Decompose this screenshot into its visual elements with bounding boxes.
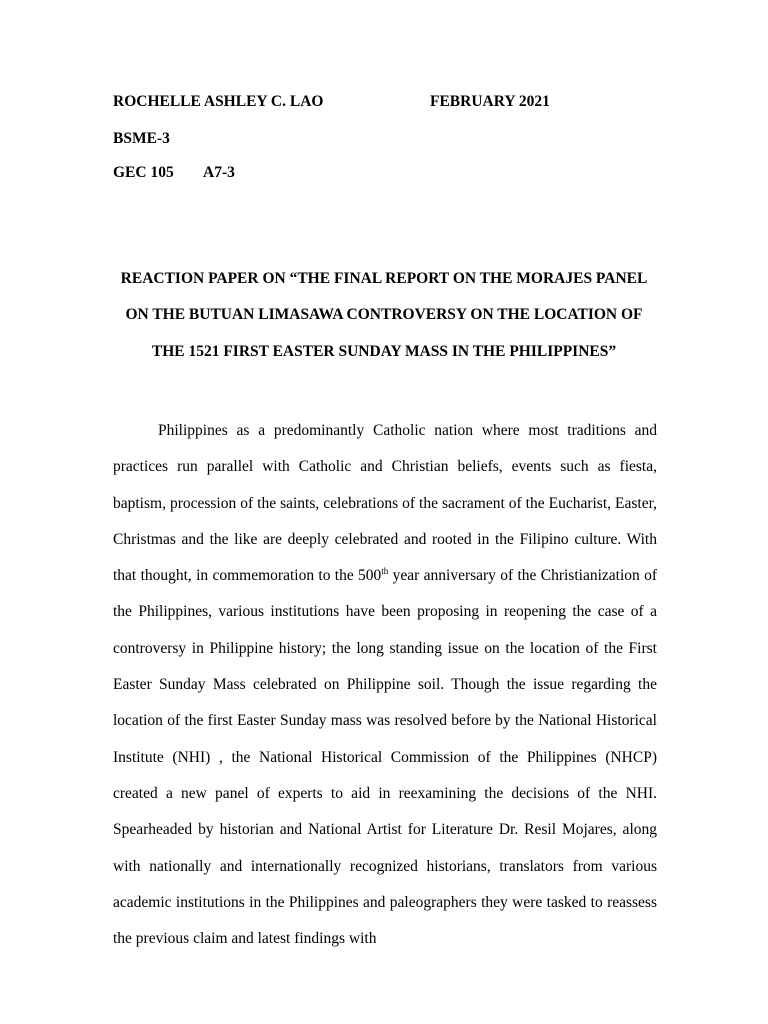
body-text-part-2: year anniversary of the Christianization of the Philippines, various institutions have been proposing in reopening the case of a controversy in Philippine history; the long standing issue on the location of the First Easter Sunday Mass celebrated on Philippine soil. Though the issue regarding the location of the first Easter Sunday mass was resolved before by the National Historical Institute (NHI) , the National Historical Commission of the Philippines (NHCP) created a new panel of experts to aid in reexamining the decisions of the NHI. Spearheaded by historian and National Artist for Literature Dr. Resil Mojares, along with nationally and internationally recognized historians, translators from various academic institutions in the Philippines and paleographers they were tasked to reassess the previous claim and latest findings with: [113, 567, 657, 948]
program-label: BSME-3: [113, 130, 170, 147]
author-name: ROCHELLE ASHLEY C. LAO: [113, 93, 324, 110]
section-code: A7-3: [203, 164, 235, 181]
body-text-part-1: Philippines as a predominantly Catholic nation where most traditions and practices run parallel with Catholic and Christian beliefs, events such as fiesta, baptism, procession of the saints, celebrations of the sacrament of the Eucharist, Easter, Christmas and the like are deeply celebrated and rooted in the Filipino culture. With that thought, in commemoration to the 500: [113, 422, 657, 585]
course-code: GEC 105: [113, 164, 174, 181]
title-line-3: THE 1521 FIRST EASTER SUNDAY MASS IN THE PHILIPPINES”: [151, 343, 617, 360]
title-line-1: REACTION PAPER ON “THE FINAL REPORT ON THE MORAJES PANEL: [120, 270, 648, 287]
ordinal-superscript: th: [381, 566, 389, 577]
document-date: FEBRUARY 2021: [430, 93, 550, 110]
title-line-2: ON THE BUTUAN LIMASAWA CONTROVERSY ON THE LOCATION OF: [125, 306, 643, 323]
body-paragraph: [113, 413, 657, 957]
